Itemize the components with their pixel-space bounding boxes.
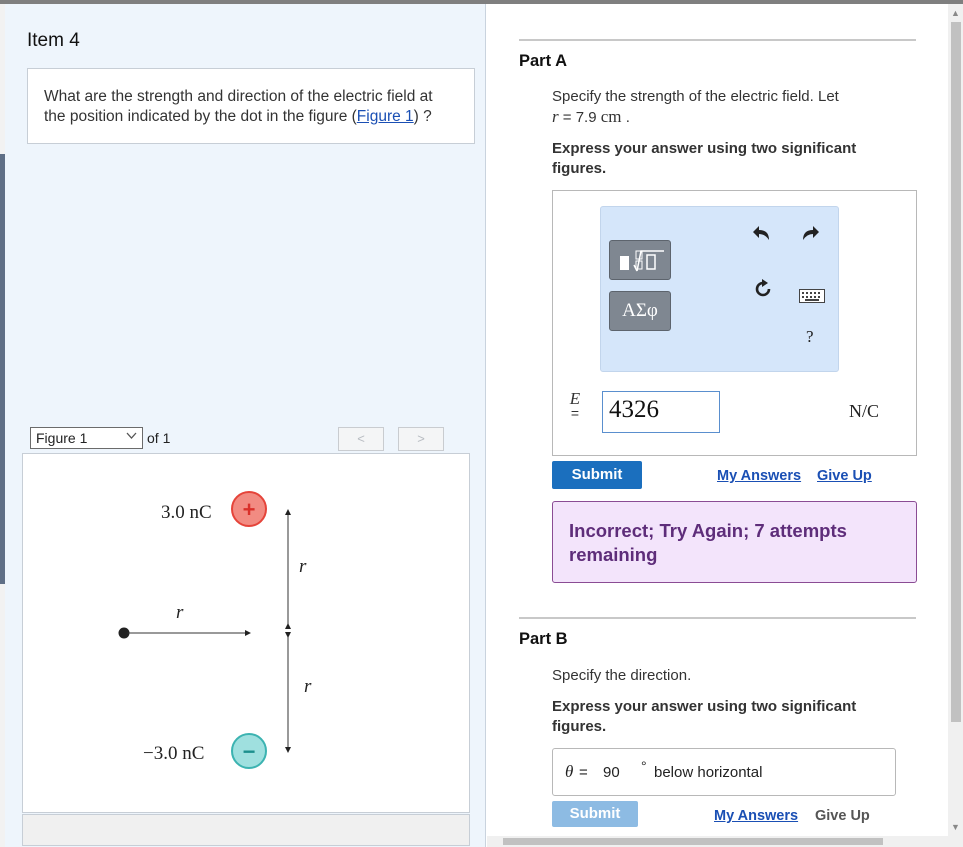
prev-figure-button[interactable]: [338, 427, 384, 451]
part-b-instruction: Express your answer using two significant figures.: [552, 698, 857, 735]
redo-icon[interactable]: [799, 224, 821, 250]
part-a-divider: [519, 39, 916, 41]
e-equals: =: [570, 405, 580, 421]
figure-select-value: Figure 1: [36, 430, 88, 446]
positive-sign: +: [242, 497, 256, 522]
question-text: What are the strength and direction of the electric field at the position indicated by the dot in the figure (: [44, 88, 433, 125]
unit-label: N/C: [849, 401, 880, 421]
charge-diagram: [23, 454, 469, 812]
scroll-down-icon[interactable]: ▼: [951, 822, 960, 832]
top-charge-label: 3.0 nC: [161, 502, 212, 523]
templates-icon: [610, 241, 672, 281]
part-a-prompt: [552, 87, 912, 128]
answer-input[interactable]: 4326: [602, 391, 720, 433]
math-toolbar: [600, 206, 839, 372]
theta-variable: θ: [565, 762, 574, 781]
negative-charge-icon: [232, 734, 266, 768]
positive-charge-icon: [232, 492, 266, 526]
r-variable: r: [552, 107, 559, 126]
keyboard-icon[interactable]: [799, 283, 825, 309]
theta-equals: =: [579, 764, 588, 781]
figure-footer: [22, 814, 470, 846]
lower-r-label: r: [304, 676, 312, 697]
horizontal-scroll-thumb[interactable]: [503, 838, 883, 845]
figure-select[interactable]: [30, 427, 143, 449]
r-equals: = 7.9: [558, 109, 601, 126]
upper-r-label: r: [299, 556, 307, 577]
chevron-left-icon: <: [357, 431, 365, 446]
question-box: [27, 68, 475, 144]
part-b-title: Part B: [519, 630, 568, 648]
part-b-prompt: Specify the direction.: [552, 667, 692, 684]
theta-unit-label: below horizontal: [654, 764, 763, 781]
part-a-prompt-text: Specify the strength of the electric field. Let: [552, 88, 839, 105]
part-a-give-up-link[interactable]: Give Up: [817, 468, 872, 484]
part-b-give-up-link[interactable]: Give Up: [815, 808, 870, 824]
item-title: Item 4: [27, 30, 80, 51]
figure-link[interactable]: Figure 1: [356, 108, 414, 125]
part-a-submit-button[interactable]: Submit: [552, 461, 642, 489]
feedback-message: Incorrect; Try Again; 7 attempts remaining: [552, 501, 917, 583]
horizontal-r-label: r: [176, 602, 184, 623]
figure-panel: [22, 453, 470, 813]
part-b-answer-box: [552, 748, 896, 796]
figure-nav-bar: [30, 427, 470, 453]
bottom-charge-label: −3.0 nC: [143, 743, 205, 764]
negative-sign: −: [242, 739, 256, 764]
question-pane: [5, 4, 486, 847]
scroll-up-icon[interactable]: ▲: [951, 8, 960, 18]
part-a-my-answers-link[interactable]: My Answers: [717, 468, 802, 484]
part-a-title: Part A: [519, 52, 567, 70]
chevron-down-icon: [126, 431, 137, 443]
e-variable: E: [569, 389, 581, 408]
templates-button[interactable]: [609, 240, 671, 280]
part-b-divider: [519, 617, 916, 619]
horizontal-scrollbar[interactable]: [487, 836, 948, 847]
reset-icon[interactable]: [752, 278, 774, 306]
figure-count: of 1: [147, 430, 171, 446]
undo-icon[interactable]: [751, 224, 773, 250]
part-a-answer-box: [552, 190, 917, 456]
answer-pane: [487, 4, 947, 847]
part-b-my-answers-link[interactable]: My Answers: [714, 808, 799, 824]
r-end: .: [621, 109, 630, 126]
r-unit: cm: [600, 107, 622, 126]
next-figure-button[interactable]: [398, 427, 444, 451]
vertical-scrollbar[interactable]: [948, 4, 963, 847]
part-a-instruction: Express your answer using two significant figures.: [552, 140, 857, 177]
vertical-scroll-thumb[interactable]: [951, 22, 961, 722]
e-variable-label: [568, 391, 582, 421]
theta-input[interactable]: 90: [603, 764, 620, 781]
help-button[interactable]: ?: [806, 327, 814, 346]
part-b-submit-button[interactable]: Submit: [552, 801, 638, 827]
question-tail: ) ?: [413, 108, 432, 125]
chevron-right-icon: >: [417, 431, 425, 446]
greek-symbols-button[interactable]: ΑΣφ: [609, 291, 671, 331]
degree-symbol: °: [641, 758, 647, 774]
